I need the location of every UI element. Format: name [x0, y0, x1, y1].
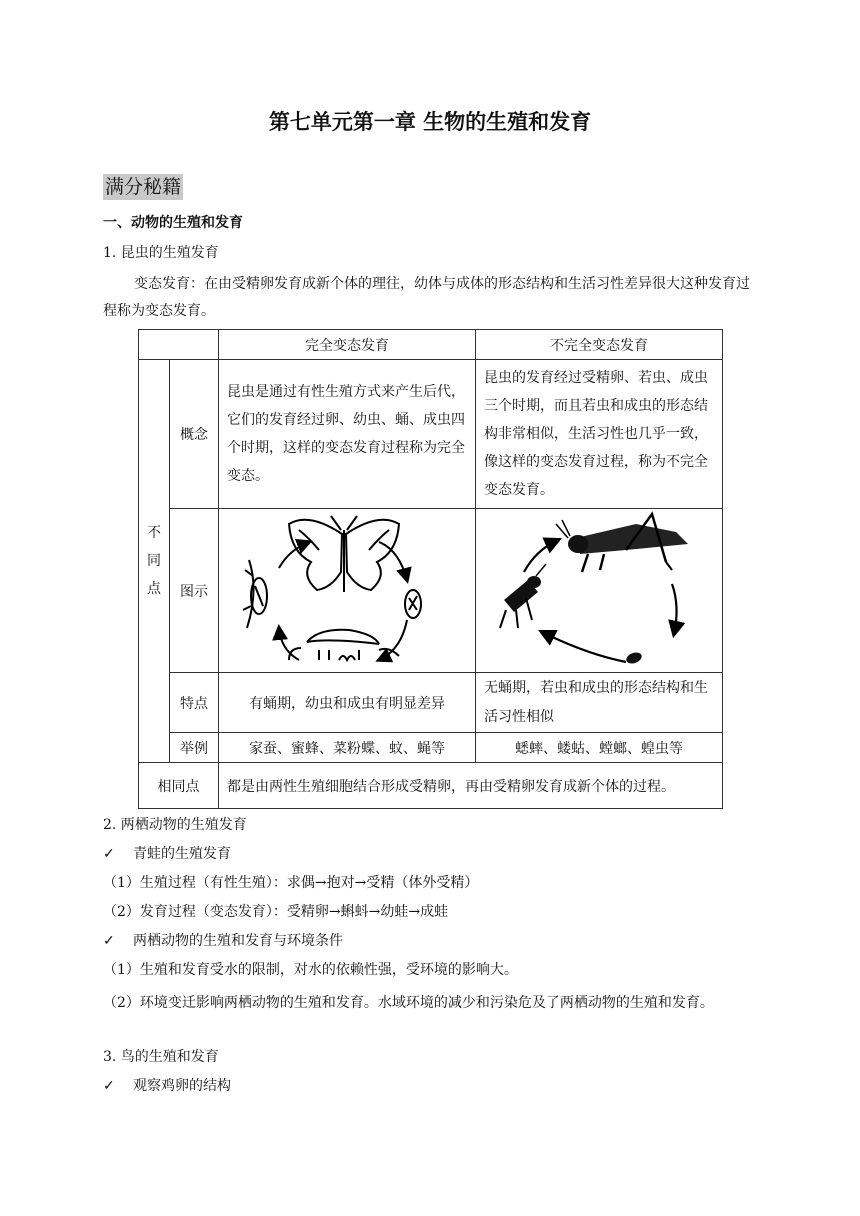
butterfly-icon	[289, 516, 399, 592]
env-heading-line	[103, 931, 343, 951]
grasshopper-lifecycle-diagram	[476, 510, 721, 672]
bird-heading: 3. 鸟的生殖和发育	[103, 1049, 219, 1065]
concept-incomplete-cell	[476, 360, 723, 509]
caterpillar-icon	[289, 629, 399, 659]
group-different	[139, 360, 170, 763]
arrow-icon	[524, 540, 558, 572]
concept-complete-cell	[219, 360, 476, 509]
header-incomplete: 不完全变态发育	[476, 330, 723, 360]
row-label-concept: 概念	[170, 360, 219, 509]
feature-incomplete: 无蛹期，若虫和成虫的形态结构和生活习性相似	[484, 679, 708, 725]
header-complete: 完全变态发育	[219, 330, 476, 360]
page-title: 第七单元第一章 生物的生殖和发育	[268, 110, 592, 134]
egg-heading-line	[103, 1076, 231, 1096]
row-label-same: 相同点	[139, 763, 219, 809]
check-icon: ✓	[103, 846, 115, 862]
nymph-icon	[500, 564, 546, 628]
example-incomplete: 蟋蟀、蝼蛄、螳螂、蝗虫等	[476, 733, 723, 763]
arrow-icon	[379, 620, 407, 660]
section-badge: 满分秘籍	[105, 176, 182, 198]
egg-icon	[405, 590, 421, 618]
row-label-diagram: 图示	[170, 509, 219, 673]
check-icon: ✓	[103, 933, 115, 949]
feature-complete: 有蛹期，幼虫和成虫有明显差异	[219, 673, 476, 733]
table-corner	[139, 330, 219, 360]
arrow-icon	[542, 632, 626, 662]
row-label-example: 举例	[170, 733, 219, 763]
egg-heading: 观察鸡卵的结构	[133, 1078, 231, 1094]
group-different-label: 不同点	[147, 525, 161, 597]
check-icon: ✓	[103, 1078, 115, 1094]
env-point-1: （1）生殖和发育受水的限制，对水的依赖性强，受环境的影响大。	[103, 962, 518, 978]
example-complete: 家蚕、蜜蜂、菜粉蝶、蚊、蝇等	[219, 733, 476, 763]
arrow-icon	[672, 584, 677, 634]
feature-incomplete-cell	[476, 673, 723, 733]
same-point: 都是由两性生殖细胞结合形成受精卵，再由受精卵发育成新个体的过程。	[219, 763, 723, 809]
insect-heading: 1. 昆虫的生殖发育	[103, 245, 219, 261]
concept-incomplete: 昆虫的发育经过受精卵、若虫、成虫三个时期，而且若虫和成虫的形态结构非常相似，生活习性也几乎一致，像这样的变态发育过程，称为不完全变态发育。	[484, 370, 708, 498]
frog-heading: 青蛙的生殖发育	[133, 846, 231, 862]
metamorphosis-table	[138, 329, 723, 809]
concept-complete: 昆虫是通过有性生殖方式来产生后代，它们的发育经过卵、幼虫、蛹、成虫四个时期，这样的变态发育过程称为完全变态。	[227, 384, 465, 484]
pupa-icon	[243, 560, 267, 628]
env-point-2: （2）环境变迁影响两栖动物的生殖和发育。水域环境的减少和污染危及了两栖动物的生殖和发育。	[103, 995, 714, 1011]
frog-reproduction: （1）生殖过程（有性生殖）：求偶→抱对→受精（体外受精）	[103, 875, 479, 891]
insect-intro: 变态发育：在由受精卵发育成新个体的理往，幼体与成体的形态结构和生活习性差异很大这种发育过程称为变态发育。	[103, 276, 750, 319]
grasshopper-icon	[556, 514, 688, 572]
env-heading: 两栖动物的生殖和发育与环境条件	[133, 933, 343, 949]
frog-heading-line	[103, 844, 231, 864]
section-heading: 一、动物的生殖和发育	[103, 215, 243, 231]
diagram-complete-cell	[219, 509, 476, 673]
frog-development: （2）发育过程（变态发育）：受精卵→蝌蚪→幼蛙→成蛙	[103, 904, 449, 920]
butterfly-lifecycle-diagram	[219, 510, 474, 672]
amphibian-heading: 2. 两栖动物的生殖发育	[103, 817, 247, 833]
row-label-feature: 特点	[170, 673, 219, 733]
egg-cluster-icon	[625, 650, 643, 665]
diagram-incomplete-cell	[476, 509, 723, 673]
